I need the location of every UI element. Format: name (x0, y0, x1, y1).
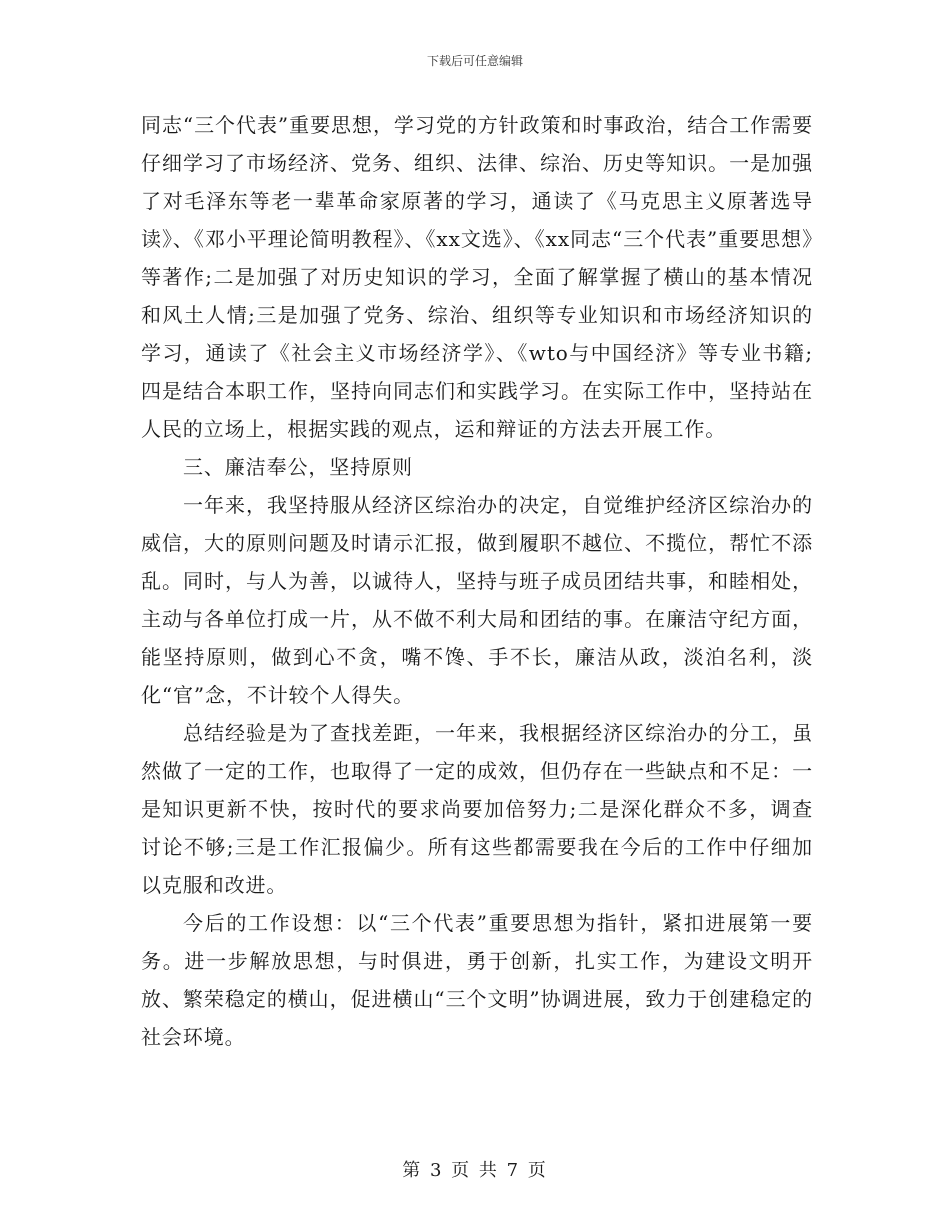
page-header-note: 下载后可任意编辑 (426, 54, 523, 68)
paragraph-future-plans: 今后的工作设想：以“三个代表”重要思想为指针，紧扣进展第一要务。进一步解放思想，与时俱进，勇于创新，扎实工作，为建设文明开放、繁荣稳定的横山，促进横山“三个文明”协调进展，致力于创建稳定的社会环境。 (141, 911, 813, 1049)
section-heading-integrity: 三、廉洁奉公，坚持原则 (183, 455, 413, 479)
page-number: 第 3 页 共 7 页 (402, 1160, 548, 1181)
paragraph-shortcomings: 总结经验是为了查找差距，一年来，我根据经济区综治办的分工，虽然做了一定的工作，也取得了一定的成效，但仍存在一些缺点和不足：一是知识更新不快，按时代的要求尚要加倍努力;二是深化群众不多，调查讨论不够;三是工作汇报偏少。所有这些都需要我在今后的工作中仔细加以克服和改进。 (141, 721, 813, 897)
paragraph-integrity: 一年来，我坚持服从经济区综治办的决定，自觉维护经济区综治办的威信，大的原则问题及时请示汇报，做到履职不越位、不揽位，帮忙不添乱。同时，与人为善，以诚待人，坚持与班子成员团结共事，和睦相处，主动与各单位打成一片，从不做不利大局和团结的事。在廉洁守纪方面，能坚持原则，做到心不贪，嘴不馋、手不长，廉洁从政，淡泊名利，淡化“官”念，不计较个人得失。 (141, 493, 813, 707)
paragraph-study: 同志“三个代表”重要思想，学习党的方针政策和时事政治，结合工作需要仔细学习了市场经济、党务、组织、法律、综治、历史等知识。一是加强了对毛泽东等老一辈革命家原著的学习，通读了《马克思主义原著选导读》、《邓小平理论简明教程》、《xx文选》、《xx同志“三个代表”重要思想》等著作;二是加强了对历史知识的学习，全面了解掌握了横山的基本情况和风土人情;三是加强了党务、综治、组织等专业知识和市场经济知识的学习，通读了《社会主义市场经济学》、《wto与中国经济》等专业书籍;四是结合本职工作，坚持向同志们和实践学习。在实际工作中，坚持站在人民的立场上，根据实践的观点，运和辩证的方法去开展工作。 (141, 113, 814, 441)
document-body (141, 106, 813, 1056)
